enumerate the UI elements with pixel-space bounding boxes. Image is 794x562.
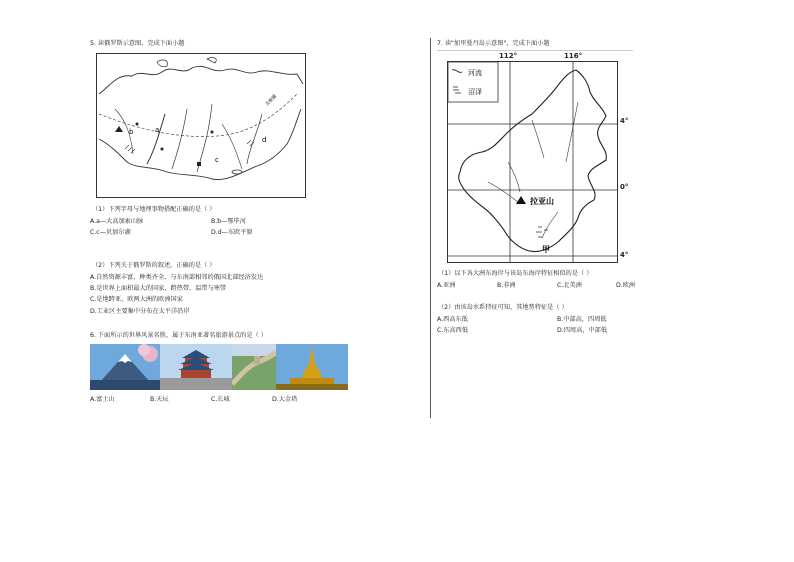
q5-stem: 5. 读俄罗斯示意图，完成下面小题	[90, 40, 185, 47]
photo-temple-of-heaven	[160, 344, 232, 390]
legend-river-label: 河流	[468, 69, 482, 77]
mountain-label: 拉亚山	[530, 197, 554, 206]
q7-2-option-d[interactable]: D.四周高，中部低	[557, 327, 608, 334]
q7-2-stem: （2）由该岛水系特征可知，其地势特征是（ ）	[438, 304, 568, 311]
lon-label-112: 112°	[499, 52, 518, 60]
map-label-a: a	[155, 126, 160, 134]
place-label-jia: 甲	[542, 245, 550, 254]
photo-great-wall	[232, 344, 276, 390]
q5-2-option-b[interactable]: B.是世界上面积最大的国家，跨热带、温带与寒带	[90, 285, 227, 292]
map-label-arctic: 北极圈	[264, 94, 278, 108]
q7-2-option-c[interactable]: C.东高西低	[437, 327, 469, 334]
q5-1-stem: （1）下列字母与地理事物搭配正确的是（ ）	[92, 206, 216, 213]
q5-2-stem: （2）下列关于俄罗斯的叙述，正确的是（ ）	[92, 262, 216, 269]
lon-label-116: 116°	[564, 52, 583, 60]
q7-1-stem: （1）以下各大洲东海岸与该岛东海岸特征相似的是（ ）	[438, 270, 593, 277]
lat-label-0: 0°	[620, 183, 629, 191]
q5-2-option-c[interactable]: C.是地跨亚、欧两大洲的欧洲国家	[90, 296, 183, 303]
column-divider	[430, 38, 431, 418]
q6-caption-a[interactable]: A.富士山	[90, 396, 115, 403]
q7-stem-rule	[437, 50, 633, 51]
lat-label-4n: 4°	[620, 117, 629, 125]
q7-2-option-a[interactable]: A.西高东低	[437, 316, 468, 323]
legend-swamp-label: 沼泽	[468, 88, 482, 96]
q6-caption-b[interactable]: B.天坛	[150, 396, 169, 403]
q7-1-option-c[interactable]: C.北美洲	[557, 282, 582, 289]
q7-2-option-b[interactable]: B.中部高，四周低	[557, 316, 607, 323]
q7-stem: 7. 读"加里曼丹岛示意图"，完成下面小题	[437, 40, 550, 47]
q5-2-option-d[interactable]: D.工业区主要集中分布在太平洋沿岸	[90, 308, 190, 315]
q6-stem: 6. 下面所示的世界风景名胜，属于东南亚著名旅游景点的是（ ）	[90, 332, 267, 339]
russia-map-drawing	[97, 54, 305, 197]
mountain-icon	[516, 196, 526, 204]
lat-label-4s: 4°	[620, 251, 629, 259]
q5-1-option-c[interactable]: C.c—贝加尔湖	[90, 229, 131, 236]
q7-1-option-a[interactable]: A.亚洲	[437, 282, 456, 289]
map-label-b: b	[129, 128, 134, 136]
photo-mount-fuji	[90, 344, 160, 390]
q5-1-option-d[interactable]: D.d—东欧平原	[211, 229, 253, 236]
q7-1-option-d[interactable]: D.欧洲	[616, 282, 636, 289]
borneo-map-drawing	[448, 62, 617, 262]
q5-2-option-a[interactable]: A.自然资源丰富，种类齐全，与东南部相邻的俄国北部经济发达	[90, 274, 264, 281]
q5-1-option-b[interactable]: B.b—鄂毕河	[211, 218, 246, 225]
borneo-map	[447, 61, 618, 263]
q6-caption-d[interactable]: D.大金塔	[272, 396, 298, 403]
russia-map	[96, 53, 306, 198]
q7-1-option-b[interactable]: B.非洲	[497, 282, 516, 289]
map-label-d: d	[262, 136, 267, 144]
photo-shwedagon-pagoda	[276, 344, 348, 390]
q5-1-option-a[interactable]: A.a—大高加索山脉	[90, 218, 144, 225]
map-label-c: c	[215, 156, 219, 164]
q6-caption-c[interactable]: C.长城	[211, 396, 230, 403]
